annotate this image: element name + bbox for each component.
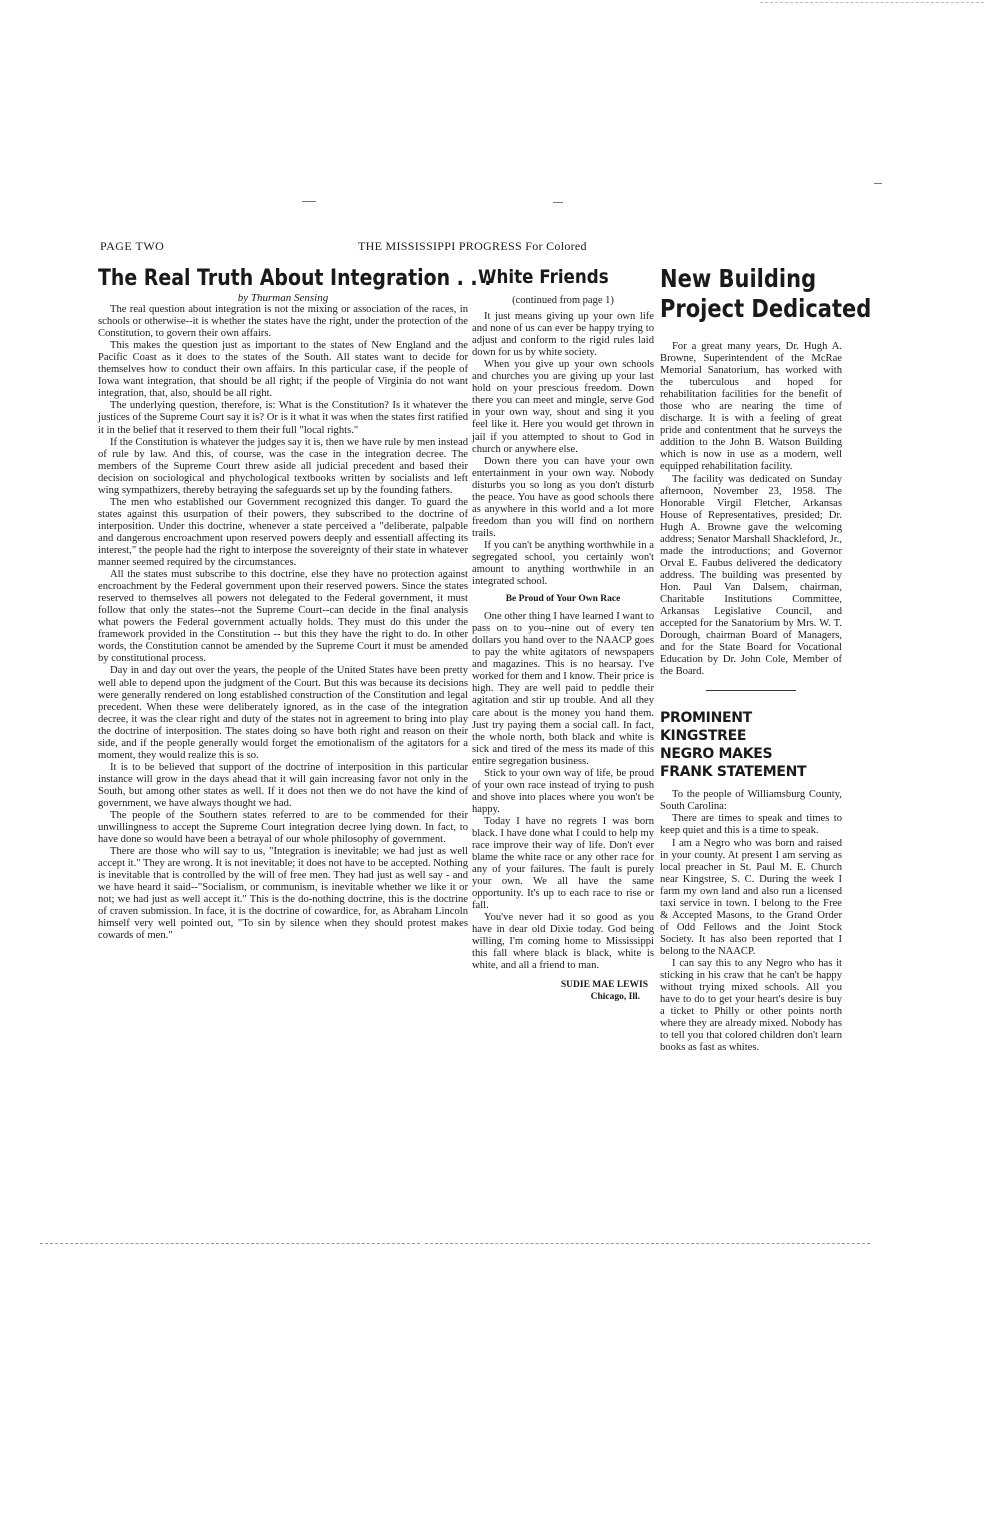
paragraph: To the people of Williamsburg County, South Carolina: [660, 789, 842, 813]
paragraph: Day in and day out over the years, the people of the United States have been pretty well able to depend upon the judgment of the Court. But this was because its decisions were generally rendered on long established construction of the Constitution and legal precedent. When these were deliberately ignored, as in the case of the integration decree, it was the clear right and duty of the states not in agreement to bring into play the doctrine of interposition. The states doing so have both right and reason on their side, and if the people generally would forget the emotionalism of the agitators for a moment, they would realize this is so. [98, 665, 468, 761]
paragraph: Today I have no regrets I was born black. I have done what I could to help my race improve their way of life. Don't ever blame the white race or any other race for any of your failures. The fault is purely your own. We all have the same opportunity. It's up to each race to rise or fall. [472, 815, 654, 912]
signature-name: SUDIE MAE LEWIS [560, 979, 648, 990]
scan-mark [553, 202, 563, 203]
paragraph: It is to be believed that support of the doctrine of interposition in this particular instance will grow in the days ahead that it will gain increasing favor not only in the South, but among other states as well. If it does not then we do not have the kind of government, we have always thought we had. [98, 761, 468, 809]
scan-mark [874, 183, 882, 184]
top-edge-rule [760, 2, 984, 3]
paragraph: There are times to speak and times to keep quiet and this is a time to speak. [660, 813, 842, 837]
paragraph: When you give up your own schools and churches you are giving up your last hold on your prescious freedom. Down there you can meet and mingle, serve God in your own way, shout and sing it you feel like it. Here you would get thrown in jail if you attempted to shout to God in church or anywhere else. [472, 359, 654, 455]
paragraph: The facility was dedicated on Sunday afternoon, November 23, 1958. The Honorable Virgil Fletcher, Arkansas House of Representatives, presided; Dr. Hugh A. Browne gave the welcoming address; Senator Marshall Shackleford, Jr., made the introductions; and Governor Orval E. Faubus delivered the dedicatory address. The building was presented by Hon. Paul Van Dalsem, chairman, Charitable Institutions Committee, Arkansas Legislative Council, and accepted for the Sanatorium by Mrs. W. T. Dorough, chairman Board of Managers, and for the State Board for Vocational Education by Dr. John Cole, Member of the Board. [660, 473, 842, 678]
article-subhead: Be Proud of Your Own Race [505, 594, 621, 605]
article-headline-line: Project Dedicated [660, 294, 872, 323]
article-body [98, 304, 468, 942]
paper-name: THE MISSISSIPPI PROGRESS For Colored [358, 239, 587, 253]
article-headline: The Real Truth About Integration . . . [98, 266, 492, 291]
paragraph: Stick to your own way of life, be proud of your own race instead of trying to push and shove into places where you won't be happy. [472, 767, 654, 815]
paragraph: The underlying question, therefore, is: What is the Constitution? Is it whatever the justices of the Supreme Court say it is? Or is it what it was when the states first ratified it in the belief that it reserved to them their full "local rights." [98, 400, 468, 436]
signature-place: Chicago, Ill. [590, 991, 640, 1002]
headline-line: NEGRO MAKES [660, 746, 773, 763]
paragraph: For a great many years, Dr. Hugh A. Browne, Superintendent of the McRae Memorial Sanatorium, has worked with the tuberculous and hoped for rehabilitation facilities for the benefit of those who are nearing the time of discharge. It is with a feeling of great pride and contentment that he surveys the addition to the John B. Watson Building which is now in use as a modern, well equipped rehabilitation facility. [660, 341, 842, 473]
article-body [472, 311, 654, 588]
article-headline: White Friends [478, 266, 609, 288]
article-byline: by Thurman Sensing [237, 292, 329, 304]
article-new-building [660, 264, 872, 1054]
article-body [660, 341, 842, 678]
paragraph: I am a Negro who was born and raised in your county. At present I am serving as local preacher in St. Paul M. E. Church near Kingstree, S. C. During the week I farm my own land and also run a licensed taxi service in town. I belong to the Free & Accepted Masons, to the Grand Order of Odd Fellows and the Joint Stock Society. It has also been reported that I belong to the NAACP. [660, 837, 842, 957]
article-body [472, 611, 654, 972]
paragraph: The people of the Southern states referred to are to be commended for their unwillingness to accept the Supreme Court integration decree lying down. In fact, to have done so would have been a betrayal of our whole philosophy of government. [98, 810, 468, 846]
article-integration [98, 266, 492, 943]
paragraph: Down there you can have your own entertainment in your own way. Nobody disturbs you so long as you don't disturb the peace. You have as good schools there as anywhere in this world and a lot more freedom than you will find on northern trails. [472, 455, 654, 539]
paragraph: The men who established our Government recognized this danger. To guard the states against this usurpation of their powers, they subscribed to the doctrine of interposition. Under this doctrine, whenever a state perceived a "deliberate, palpable and dangerous encroachment upon reserved powers deeply and essentiall affecting its interest," the people had the right to interpose the sovereignty of their state in whatever manner seemed required by the circumstances. [98, 496, 468, 569]
section-divider [706, 690, 796, 691]
article-body [660, 789, 842, 1054]
headline-line: PROMINENT KINGSTREE [660, 710, 752, 745]
paragraph: You've never had it so good as you have in dear old Dixie today. God being willing, I'm coming home to Mississippi this fall where black is black, white is white, and all a friend to man. [472, 912, 654, 972]
paragraph: I can say this to any Negro who has it sticking in his craw that he can't be happy without trying mixed schools. All you have to do to get your heart's desire is buy a ticket to Philly or other points north where they are already mixed. Nobody has to tell you that colored children don't learn books as fast as whites. [660, 957, 842, 1054]
bottom-rule [40, 1243, 420, 1245]
headline-line: FRANK STATEMENT [660, 764, 807, 781]
bottom-rule [425, 1243, 870, 1245]
paragraph: There are those who will say to us, "Integration is inevitable; we had just as well accept it." They are wrong. It is not inevitable; it does not have to be accepted. Nothing is inevitable that is controlled by the will of free men. They had just as well say - and we have heard it said--"Socialism, or communism, is inevitable whether we like it or not; we had just as well accept it." This is the do-nothing doctrine, this is the doctrine of craven submission. In face, it is the doctrine of cowardice, for, as Abraham Lincoln himself very well pointed out, "To sin by silence when they should protest makes cowards of men." [98, 846, 468, 942]
paragraph: This makes the question just as important to the states of New England and the Pacific Coast as it does to the states of the South. All states want to decide for themselves how to conduct their own affairs. In this particular case, if the people of Iowa want integration, that should be all right; if the people of Virginia do not want integration, that, also, should be all right. [98, 340, 468, 400]
scan-mark [302, 201, 316, 202]
paragraph: It just means giving up your own life and none of us can ever be happy trying to adjust and conform to the rigid rules laid down for us by white society. [472, 311, 654, 359]
paragraph: If the Constitution is whatever the judges say it is, then we have rule by men instead of rule by law. And this, of course, was the case in the integration decree. The members of the Supreme Court threw aside all judicial precedent and based their decision on sociological and phychological textbooks written by socialists and left wing sympathizers, thereby betraying the safeguards set up by the founding fathers. [98, 436, 468, 496]
paragraph: The real question about integration is not the mixing or association of the races, in schools or otherwise--it is whether the states have the right, under the protection of the Constitution, to govern their own affairs. [98, 304, 468, 340]
article-headline-line: New Building [660, 264, 817, 293]
paragraph: If you can't be anything worthwhile in a segregated school, you certainly won't amount to anything worthwhile in an integrated school. [472, 539, 654, 588]
article-headline [660, 709, 842, 781]
paragraph: All the states must subscribe to this doctrine, else they have no protection against encroachment by the Federal government upon their reserved powers. Since the states reserved to themselves all powers not delegated to the Federal government, it must follow that only the states--not the Supreme Court--can decide in the final analysis what powers the Federal government actually holds. They must do this under the framework provided in the Constitution -- but this they have the right to do. In other words, the Constitution cannot be amended by the Supreme Court it must be amended by constitutional process. [98, 569, 468, 665]
continued-note: (continued from page 1) [512, 295, 614, 306]
paragraph: One other thing I have learned I want to pass on to you--nine out of every ten dollars you hand over to the NAACP goes to pay the white agitators of newspapers and magazines. This is no hearsay. I've worked for them and I know. Their price is high. They are well paid to peddle their agitation and stir up trouble. And all they care about is the money you hand them. Just try paying them a social call. In fact, the whole north, both black and white is sick and tired of the mess its made of this entire segregation business. [472, 611, 654, 767]
page-label: PAGE TWO [100, 239, 165, 253]
article-white-friends [472, 268, 654, 1003]
